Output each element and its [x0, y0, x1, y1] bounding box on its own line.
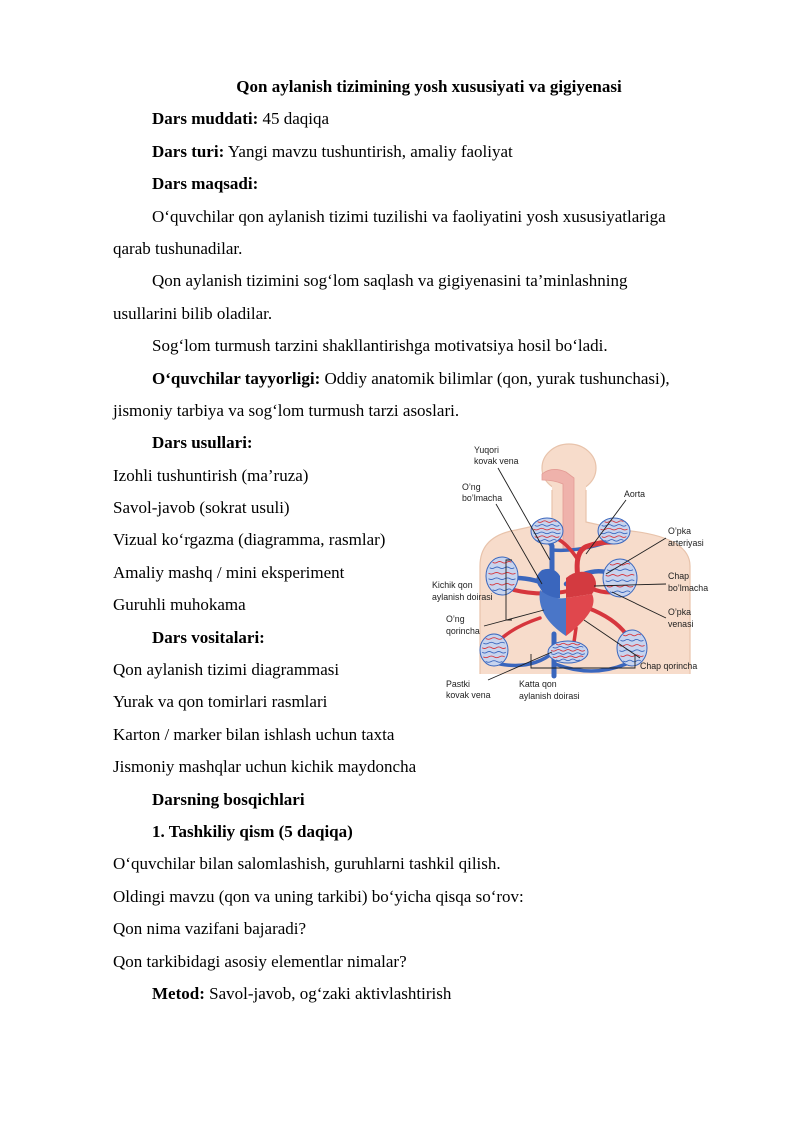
lesson-type-value: Yangi mavzu tushuntirish, amaliy faoliyat [227, 141, 513, 161]
stage-line: Qon nima vazifani bajaradi? [113, 919, 307, 939]
goal-line: O‘quvchilar qon aylanish tizimi tuzilishi va faoliyatini yosh xususiyatlariga [152, 206, 666, 226]
label-left-atrium: Chap bo’lmacha [668, 571, 709, 593]
label-systemic-circulation: Katta qon aylanish doirasi [519, 679, 580, 701]
lesson-type-label: Dars turi: [152, 141, 225, 161]
label-aorta: Aorta [624, 489, 646, 499]
method-item: Vizual ko‘rgazma (diagramma, rasmlar) [113, 530, 386, 550]
label-superior-vena-cava: Yuqori kovak vena [474, 445, 519, 466]
method-item: Amaliy mashq / mini eksperiment [113, 562, 345, 582]
capillary-cluster-head-left [531, 518, 563, 544]
stage-title: 1. Tashkiliy qism (5 daqiqa) [152, 821, 353, 841]
left-atrium-shape [566, 572, 596, 598]
stage-method-row [113, 978, 745, 1010]
page-title: Qon aylanish tizimining yosh xususiyati va gigiyenasi [236, 77, 622, 96]
capillary-cluster-body-center [548, 641, 588, 663]
goal-line: usullarini bilib oladilar. [113, 303, 273, 323]
readiness-row [113, 363, 745, 395]
tool-item: Qon aylanish tizimi diagrammasi [113, 660, 340, 680]
tool-item: Yurak va qon tomirlari rasmlari [113, 692, 328, 712]
stage-method-label: Metod: [152, 983, 205, 1003]
methods-heading: Dars usullari: [152, 433, 253, 453]
method-item: Savol-javob (sokrat usuli) [113, 498, 290, 518]
stage-method-value: Savol-javob, og‘zaki aktivlashtirish [209, 983, 452, 1003]
method-item: Izohli tushuntirish (ma’ruza) [113, 465, 309, 485]
label-right-atrium: O’ng bo’lmacha [462, 482, 503, 503]
lesson-type-row [113, 136, 745, 168]
goals-heading: Dars maqsadi: [152, 174, 259, 194]
capillary-cluster-lung-right [603, 559, 637, 597]
tools-heading: Dars vositalari: [152, 627, 265, 647]
body-silhouette [480, 444, 690, 674]
readiness-label: O‘quvchilar tayyorligi: [152, 368, 321, 388]
stage-line: O‘quvchilar bilan salomlashish, guruhlarni tashkil qilish. [113, 854, 501, 874]
circulatory-system-figure [428, 438, 718, 710]
capillary-cluster-body-left [480, 634, 508, 666]
label-pulmonary-vein: O’pka venasi [668, 607, 694, 629]
method-item: Guruhli muhokama [113, 595, 246, 615]
readiness-value: Oddiy anatomik bilimlar (qon, yurak tushunchasi), [324, 368, 670, 388]
goal-line: qarab tushunadilar. [113, 238, 243, 258]
label-right-ventricle: O’ng qorincha [446, 614, 480, 636]
goal-line: Qon aylanish tizimini sog‘lom saqlash va gigiyenasini ta’minlashning [152, 271, 628, 291]
circulatory-system-diagram [428, 438, 718, 710]
stages-heading: Darsning bosqichlari [152, 789, 305, 809]
goal-line: Sog‘lom turmush tarzini shakllantirishga motivatsiya hosil bo‘ladi. [152, 336, 608, 356]
stage-line: Oldingi mavzu (qon va uning tarkibi) bo‘yicha qisqa so‘rov: [113, 886, 524, 906]
artery-body-center [574, 628, 576, 642]
tool-item: Jismoniy mashqlar uchun kichik maydoncha [113, 757, 417, 777]
duration-label: Dars muddati: [152, 109, 259, 129]
tool-item: Karton / marker bilan ishlash uchun taxta [113, 724, 395, 744]
stage-line: Qon tarkibidagi asosiy elementlar nimalar? [113, 951, 407, 971]
duration-value: 45 daqiqa [262, 109, 330, 129]
capillary-cluster-lung-left [486, 557, 518, 595]
label-pulmonary-artery: O’pka arteriyasi [668, 526, 704, 548]
label-left-ventricle: Chap qorincha [640, 661, 698, 671]
duration-row [113, 103, 745, 135]
label-inferior-vena-cava: Pastki kovak vena [446, 679, 491, 700]
readiness-value-cont: jismoniy tarbiya va sog‘lom turmush tarzi asoslari. [113, 400, 460, 420]
label-pulmonary-circulation: Kichik qon aylanish doirasi [432, 580, 493, 602]
